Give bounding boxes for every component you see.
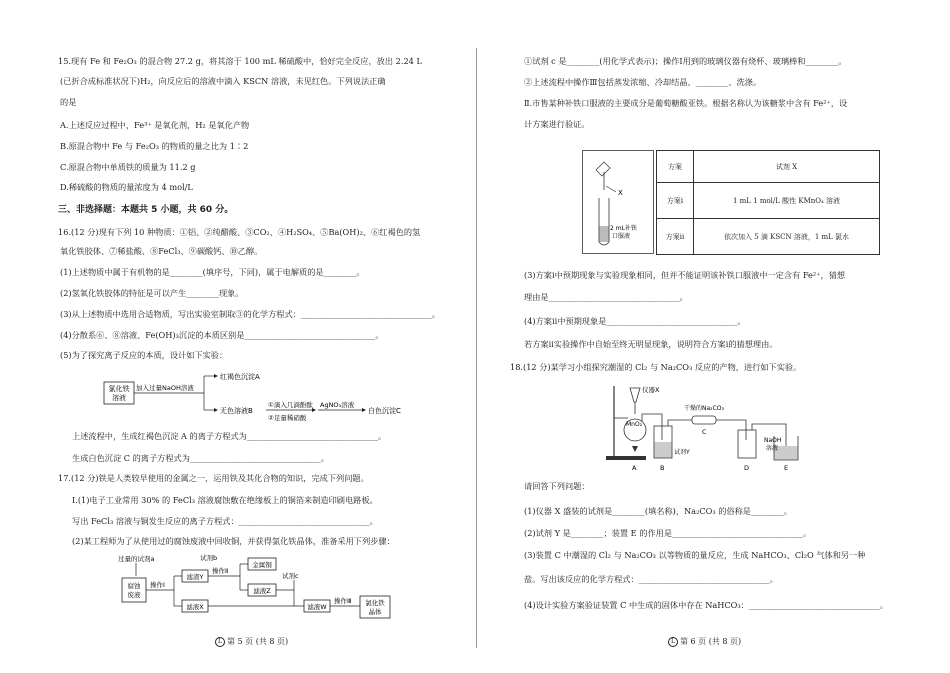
- q17-cont-4: 计方案进行验证。: [524, 119, 590, 129]
- label-x: 仪器X: [642, 386, 660, 394]
- flow-reagent-b: 试剂b: [200, 554, 218, 562]
- q17-line-3: 写出 FeCl₃ 溶液与铜发生反应的离子方程式：________________________________。: [72, 516, 378, 526]
- q17-line-1: 17.(12 分)铁是人类较早使用的金属之一，运用铁及其化合物的知识，完成下列问题。: [58, 473, 369, 483]
- funnel-icon: [630, 388, 640, 402]
- label-c: C: [702, 428, 707, 436]
- q17-cont-1: ①试剂 c 是________(用化学式表示)；操作Ⅰ用到的玻璃仪器有烧杯、玻璃棒和________。: [524, 56, 847, 66]
- q17-line-4: (2)某工程师为了从使用过的腐蚀废液中回收铜，并获得氯化铁晶体，准备采用下列步骤：: [72, 536, 395, 546]
- footer-mark: L: [668, 637, 678, 647]
- bottle-d-icon: [738, 430, 756, 458]
- q16-line-3: (1)上述物质中属于有机物的是________(填序号，下同)，属于电解质的是________。: [60, 267, 365, 277]
- q15-option-c: C.原混合物中单质铁的质量为 11.2 g: [60, 162, 196, 172]
- label-naoh-2: 溶液: [766, 445, 779, 452]
- table-row: [657, 219, 880, 255]
- figure-label-tube-1: 2 mL补铁: [610, 225, 637, 232]
- footer-mark: L: [215, 637, 225, 647]
- table-cell: 1 mL 1 mol/L 酸性 KMnO₄ 溶液: [694, 183, 880, 219]
- q18-line-3: (2)试剂 Y 是________；装置 E 的作用是________________________________。: [524, 528, 812, 538]
- table-row: [657, 183, 880, 219]
- q15-option-b: B.原混合物中 Fe 与 Fe₂O₃ 的物质的量之比为 1∶2: [60, 141, 249, 151]
- q17-cont-2: ②上述流程中操作Ⅲ包括蒸发浓缩、冷却结晶、________、洗涤。: [524, 77, 762, 87]
- q16-line-6: (4)分散系⑥、⑧溶液、Fe(OH)₃沉淀的本质区别是________________________________。: [60, 330, 384, 340]
- page-divider: [476, 48, 477, 648]
- table-header-scheme: 方案: [657, 151, 694, 183]
- tube-c-icon: [692, 416, 716, 424]
- q18-line-5: 盐。写出该反应的化学方程式：________________________________。: [524, 574, 778, 584]
- q16-flowchart: [100, 366, 420, 422]
- q15-stem-line-3: 的是: [60, 97, 77, 107]
- q16-line-5: (3)从上述物质中选用合适物质，写出实验室制取③的化学方程式：________________________________。: [60, 309, 441, 319]
- flow-waste-line1: 腐蚀: [127, 582, 141, 590]
- left-footer-text: 第 5 页 (共 8 页): [227, 637, 289, 646]
- flow-reagent-a: 过量的试剂a: [118, 555, 155, 563]
- dropper-icon: [596, 162, 610, 176]
- flow-filt-z: 滤液Z: [253, 587, 271, 595]
- label-a: A: [632, 464, 637, 472]
- table-header-reagent: 试剂 X: [694, 151, 880, 183]
- label-b: B: [660, 464, 665, 472]
- right-footer-text: 第 6 页 (共 8 页): [680, 637, 742, 646]
- table-cell: 依次加入 5 滴 KSCN 溶液，1 mL 氯水: [694, 219, 880, 255]
- label-reagent-y: 试剂Y: [674, 449, 690, 456]
- flow-crystal-line2: 晶体: [368, 608, 382, 616]
- flow-cond1: ①滴入几滴酚酞: [268, 401, 313, 409]
- test-tube-figure: [582, 150, 654, 254]
- flow-cond2: ②足量稀硝酸: [268, 414, 307, 422]
- q16-line-7: (5)为了探究离子反应的本质，设计如下实验：: [60, 350, 228, 360]
- q15-stem-line-1: 15.现有 Fe 和 Fe₂O₃ 的混合物 27.2 g，将其溶于 100 mL 稀硫酸中，恰好完全反应，放出 2.24 L: [58, 56, 422, 66]
- flow-step1: 加入过量NaOH溶液: [136, 384, 194, 392]
- q16-after-2: 生成白色沉淀 C 的离子方程式为________________________________。: [72, 453, 330, 463]
- q15-stem-line-2: (已折合成标准状况下)H₂，向反应后的溶液中滴入 KSCN 溶液，未见红色。下列说法正确: [60, 76, 386, 86]
- right-footer: [668, 636, 741, 647]
- flow-filt-w: 滤液W: [307, 603, 327, 611]
- table-cell: 方案ⅰ: [657, 183, 694, 219]
- q17-more-4: 若方案ⅱ实验操作中自始至终无明显现象，说明符合方案ⅰ的猜想理由。: [524, 339, 778, 349]
- q16-after-1: 上述流程中，生成红褐色沉淀 A 的离子方程式为________________________________。: [72, 431, 387, 441]
- flow-top: 红褐色沉淀A: [220, 373, 260, 381]
- flow-filt-x: 滤液X: [186, 603, 204, 611]
- q15-option-d: D.稀硫酸的物质的量浓度为 4 mol/L: [60, 182, 193, 192]
- q18-line-1: 请回答下列问题：: [524, 481, 590, 491]
- q17-flowchart: [110, 552, 440, 622]
- flow-crystal-line1: 氯化铁: [365, 599, 385, 607]
- q17-more-2: 理由是________________________________。: [524, 292, 688, 302]
- flow-filt-y: 滤渣Y: [186, 573, 204, 581]
- label-naoh-1: NaOH: [764, 437, 782, 444]
- q18-line-2: (1)仪器 X 盛装的试剂是________(填名称)，Na₂CO₃ 的俗称是________。: [524, 506, 792, 516]
- left-footer: [215, 636, 288, 647]
- q16-line-4: (2)氢氧化铁胶体的特征是可以产生________现象。: [60, 288, 244, 298]
- q18-stem: 18.(12 分)某学习小组探究潮湿的 Cl₂ 与 Na₂CO₃ 反应的产物，进行如下实验。: [510, 362, 802, 372]
- q17-more-1: (3)方案ⅰ中预期现象与实验现象相同，但并不能证明该补铁口服液中一定含有 Fe²⁺，猜想: [524, 270, 846, 280]
- right-page: [478, 0, 950, 673]
- flow-reagent: AgNO₃溶液: [320, 401, 355, 409]
- flow-start-line2: 溶液: [112, 394, 126, 402]
- flow-product: 白色沉淀C: [368, 407, 401, 415]
- q16-line-2: 氧化铁胶体、⑦稀盐酸、⑧FeCl₃、⑨碳酸钙、⑩乙醇。: [60, 246, 263, 256]
- label-mno2: MnO₂: [626, 421, 643, 428]
- q18-line-6: (4)设计实验方案验证装置 C 中生成的固体中存在 NaHCO₃：________________________________。: [524, 600, 889, 610]
- section-heading: 三、非选择题：本题共 5 小题，共 60 分。: [58, 205, 234, 215]
- figure-label-x: X: [618, 189, 623, 197]
- q16-line-1: 16.(12 分)现有下列 10 种物质：①铝、②纯醋酸、③CO₂、④H₂SO₄、⑤Ba(OH)₂、⑥红褐色的氢: [58, 227, 421, 237]
- flow-bottom: 无色溶液B: [220, 407, 253, 415]
- table-cell: 方案ⅱ: [657, 219, 694, 255]
- label-d: D: [744, 464, 750, 472]
- label-e: E: [784, 464, 789, 472]
- flow-waste-line2: 废液: [127, 591, 141, 599]
- q18-apparatus: [606, 380, 806, 472]
- q15-option-a: A.上述反应过程中，Fe³⁺ 是氧化剂，H₂ 是氧化产物: [60, 120, 250, 130]
- flow-start-line1: 氯化铁: [108, 385, 130, 393]
- q17-more-3: (4)方案ⅱ中预期现象是________________________________。: [524, 316, 746, 326]
- figure-label-tube-2: 口服液: [612, 233, 631, 240]
- q17-cont-3: Ⅱ.市售某种补铁口服液的主要成分是葡萄糖酸亚铁。根据名称认为该糖浆中含有 Fe²⁺，设: [524, 98, 848, 108]
- q18-line-4: (3)装置 C 中潮湿的 Cl₂ 与 Na₂CO₃ 以等物质的量反应，生成 NaHCO₃、Cl₂O 气体和另一种: [524, 550, 866, 560]
- flow-op2: 操作Ⅱ: [212, 567, 229, 575]
- flow-metal-cu: 金属铜: [252, 561, 272, 569]
- flow-op1: 操作Ⅰ: [150, 581, 165, 589]
- flow-reagent-c: 试剂c: [282, 572, 299, 580]
- label-dry: 干燥的Na₂CO₃: [684, 405, 724, 412]
- flow-op3: 操作Ⅲ: [334, 597, 352, 605]
- q17-line-2: Ⅰ.(1)电子工业常用 30% 的 FeCl₃ 溶液腐蚀敷在绝缘板上的铜箔来制造印刷电路板。: [72, 495, 378, 505]
- scheme-table: [656, 150, 880, 255]
